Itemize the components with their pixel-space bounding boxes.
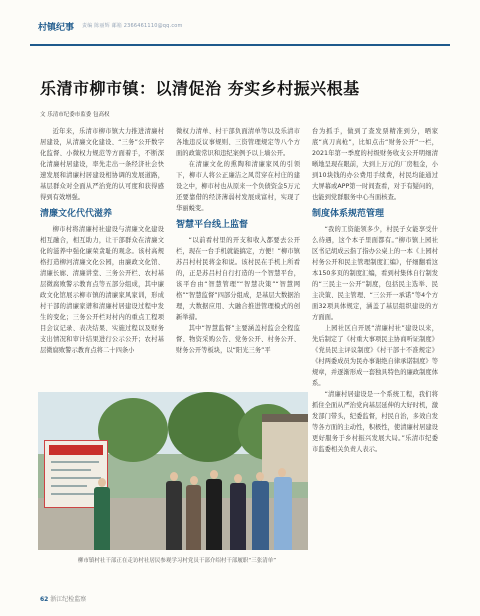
magazine-name: 浙江纪检监察 [50,596,87,603]
page-number: 62 [40,596,49,603]
paragraph: 其中“智慧监督”主要涵盖村监会全程监督、物资采购公告、党务公开、村务公开、财务公开等板块，以“阳光三务”平 [176,325,300,354]
intro-paragraph: 近年来，乐清市柳市镇大力推进清廉村居建设，从清廉文化建设、“三务”公开数字化监督、小微权力规范等方面着手，不断深化清廉村居建设，率先走出一条经济社会快速发展和清廉村居建设相协调的发展道路，基层群众对全面从严治党的认可度和获得感得到有效增强。 [40,128,164,201]
paragraph: “以前看村里的开支和收入都要去公开栏，现在一台手机就能搞定，方便！”柳市镇苏吕村村民蒋金和说。该村民在手机上所看的，正是苏吕村自行打造的一个智慧平台，该平台由“智慧管理”“智慧决策”“智慧网格”“智慧监督”四部分组成，是基层大数据治理，大数据应用、大融合推进管理模式的创新举措。 [176,237,300,321]
paragraph: 台为抓手，做到了查发票精准到分，晒家底“真刀真枪”，比如点击“财务公开”一栏，2021年第一季度的村级财务收支公开明细清晰地呈现在眼前，大到上万元的厂房租金，小到10块钱的办公费用手续费，村民均能通过大屏幕或APP第一时间查看，对于有疑问的，也能到党群服务中心当面核查。 [312,128,438,201]
paragraph: 上园社区自开展“清廉村社”建设以来，先后制定了《村重大事项民主协商听证制度》《党员民主评议制度》《村干部十不准规定》《村两委成员为民办事谢绝自律承诺制度》等规章，并逐渐形成一套独具特色的廉政制度体系。 [312,325,438,387]
paragraph: “我的工资能领多少，村民子女能享受什么待遇，这个本子里面都有。”柳市镇上园社区书记胡成云指了指办公桌上的一本《上园村村务公开和民主管理制度汇编》，仔细翻看这本150多页的制度汇编，看到村集体自行制发的“三民主一公开”制度，包括民主选举、民主决策、民主管理、“三公开一承诺”等4个方面32项具体规定，涵盖了基层组织建设的方方面面。 [312,226,438,321]
column-1 [40,126,164,356]
article-photo [38,392,308,550]
column-3 [312,126,438,455]
section-label: 村镇纪事 [38,23,75,33]
article-title: 乐清市柳市镇：以清促治 夯实乡村振兴根基 [40,79,360,98]
subheading-system: 制度体系规范管理 [312,209,385,219]
photo-caption: 柳市镇村社干部正在走访村社居民参观学习村党员干部介绍村干部履职“三张清单” [77,558,277,564]
subheading-platform: 智慧平台线上监督 [176,220,249,230]
paragraph: 微权力清单、村干部负面清单等以及乐清市各地违反议事规则、三资管理规定等八个方面的政策常识和违纪案例予以上墙公开。 [176,128,300,157]
page-header [0,0,480,52]
paragraph: 柳市村将清廉村社建设与清廉文化建设相互融合，相互助力，让干部群众在清廉文化的滋养中强化廉荣贪耻的观念。该村高规格打造柳河清廉文化公园，由廉政文化馆、清廉长廊、清廉讲堂、三务公开栏、农村基层微腐败警示教育点等五部分组成，其中廉政文化馆展示柳市镇的清廉家风家训，形成村干部的清廉家谱和清廉村居建设过程中发生的变化；三务公开栏对村内的重点工程项目会议记录、表决结果、实施过程以及财务支出情况和审计结果进行公示公开；农村基层微腐败警示教育点将二十四条小 [40,226,164,354]
section-editor-info: 责编 陈丽辉 邮箱 2366461110@qq.com [82,23,183,29]
article-byline: 文 乐清市纪委市监委 包高权 [40,112,110,118]
page-footer [40,594,86,603]
header-divider [30,44,450,46]
subheading-culture: 清廉文化代代滋养 [40,209,113,219]
column-2 [176,126,300,356]
paragraph: “清廉村居建设是一个系统工程，我们将抓住全面从严治党向基层延伸的大好时机，激发部门带头，纪委监督，村民自治，多效自发等各方面的主动性，积极性，使清廉村居建设更好服务于乡村振兴发展大局。”乐清市纪委市监委相关负责人表示。 [312,391,438,453]
paragraph: 在清廉文化的熏陶和清廉家风的引领下，柳市人将公正廉洁之风贯穿在村庄的建设之中，柳市村也从原来一个负债资金5万元还要靠借的经济薄弱村发展成富村，实现了华丽蜕变。 [176,161,300,212]
